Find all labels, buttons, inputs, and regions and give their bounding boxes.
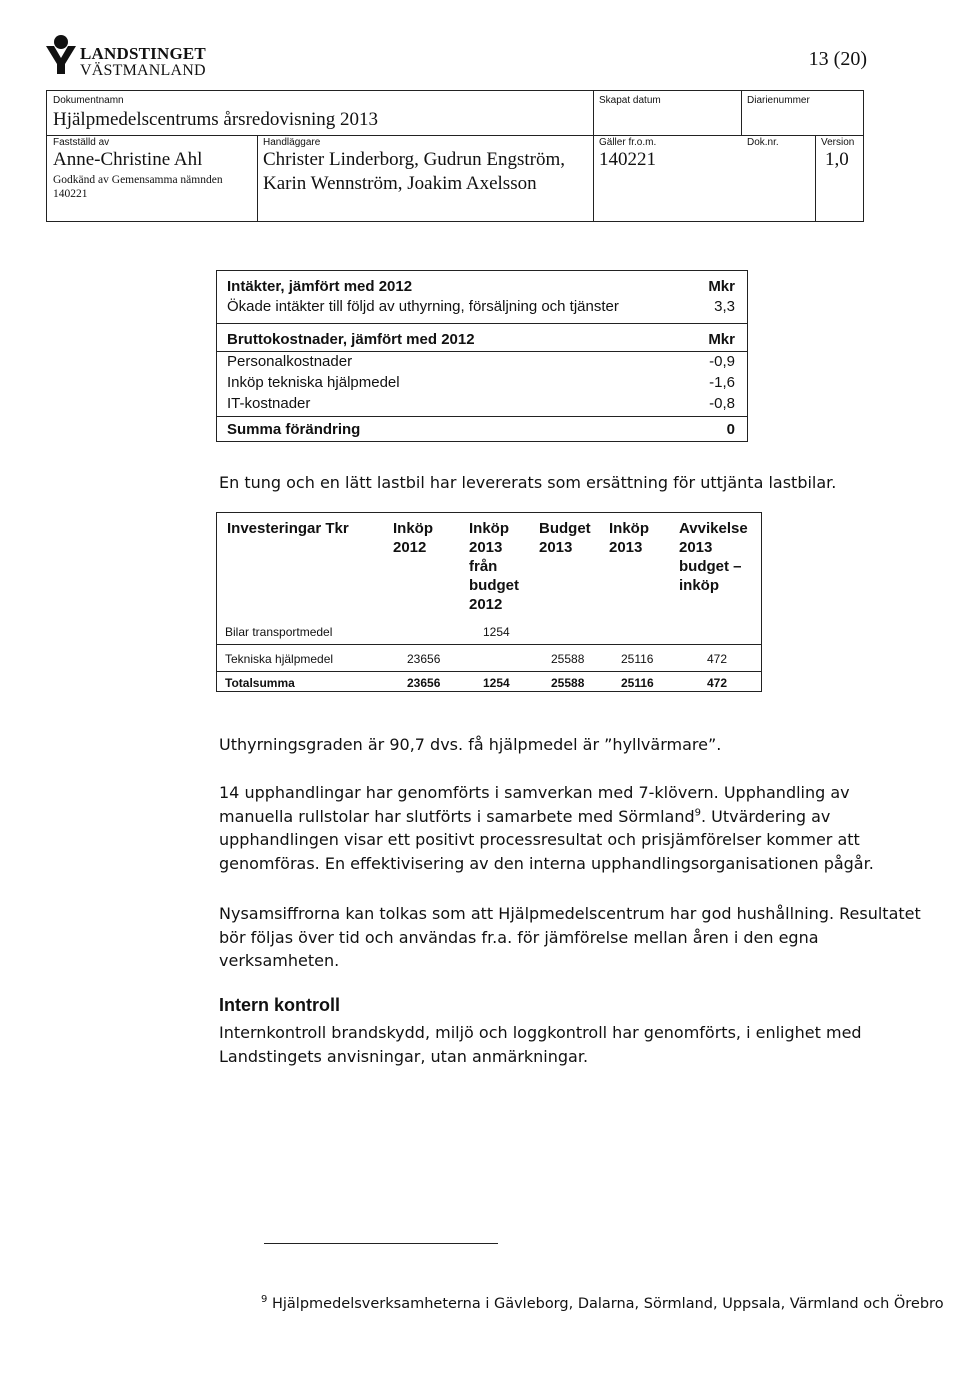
- cost-row: [227, 395, 735, 412]
- paragraph-rental: Uthyrningsgraden är 90,7 dvs. få hjälpmedel är ”hyllvärmare”.: [219, 735, 722, 754]
- doc-nr-label: Dok.nr.: [747, 137, 779, 148]
- cost-row-label: Inköp tekniska hjälpmedel: [227, 374, 400, 391]
- inv-total-label: Totalsumma: [225, 676, 295, 690]
- inv-cell-avvikelse: 472: [707, 652, 728, 666]
- cost-row: [227, 374, 735, 391]
- diarie-label: Diarienummer: [747, 95, 810, 106]
- created-label: Skapat datum: [599, 95, 661, 106]
- footnote-ref: 9: [694, 807, 701, 819]
- inv-row-label: Tekniska hjälpmedel: [225, 652, 334, 666]
- org-name-line1: LANDSTINGET: [80, 44, 206, 63]
- doc-name-label: Dokumentnamn: [53, 95, 124, 106]
- inv-header-budget2013: Budget 2013: [539, 520, 591, 556]
- inv-header-inkop2013: Inköp 2013: [609, 520, 649, 556]
- inv-total-inkop2013: 25116: [621, 676, 654, 690]
- income-heading: Intäkter, jämfört med 2012: [227, 278, 413, 295]
- cost-total-value: 0: [726, 421, 735, 438]
- inv-row-label: Bilar transportmedel: [225, 625, 333, 639]
- inv-header-title: Investeringar Tkr: [227, 520, 349, 537]
- valid-from-value: 140221: [599, 149, 656, 170]
- inv-total-budget2013: 25588: [551, 676, 585, 690]
- footnote-text: Hjälpmedelsverksamheterna i Gävleborg, Dalarna, Sörmland, Uppsala, Värmland och Örebro: [267, 1296, 944, 1312]
- cost-row: [227, 353, 735, 370]
- cost-row-label: Personalkostnader: [227, 353, 353, 370]
- paragraph-truck: En tung och en lätt lastbil har levererats som ersättning för uttjänta lastbilar.: [219, 473, 837, 492]
- internal-control-heading: Intern kontroll: [219, 995, 340, 1015]
- internal-control-text: Internkontroll brandskydd, miljö och loggkontroll har genomförts, i enlighet med Landstingets anvisningar, utan anmärkningar.: [219, 1023, 862, 1066]
- income-row: [227, 298, 735, 315]
- cost-row-label: IT-kostnader: [227, 395, 311, 412]
- inv-total-inkop2012: 23656: [407, 676, 441, 690]
- inv-cell-inkop2012: 23656: [407, 652, 441, 666]
- handler-value-line2: Karin Wennström, Joakim Axelsson: [263, 173, 537, 194]
- approved-date-value: 140221: [53, 188, 88, 200]
- version-label: Version: [821, 137, 855, 148]
- footnote-separator: [264, 1243, 498, 1244]
- cost-comparison-table: [216, 270, 748, 442]
- document-header-box: [46, 90, 864, 222]
- handler-value-line1: Christer Linderborg, Gudrun Engström,: [263, 149, 566, 170]
- handler-label: Handläggare: [263, 137, 321, 148]
- cost-row-value: -1,6: [709, 374, 735, 391]
- inv-total-fran-budget: 1254: [483, 676, 510, 690]
- cost-heading-row: [227, 331, 735, 348]
- cost-total-label: Summa förändring: [227, 421, 361, 438]
- inv-cell-fran-budget: 1254: [483, 625, 510, 639]
- version-value: 1,0: [825, 149, 849, 170]
- income-row-label: Ökade intäkter till följd av uthyrning, försäljning och tjänster: [227, 298, 619, 315]
- inv-header-fran-budget: Inköp 2013 från budget 2012: [469, 520, 519, 613]
- inv-cell-budget2013: 25588: [551, 652, 585, 666]
- paragraph-keyfigures: Nysamsiffrorna kan tolkas som att Hjälpmedelscentrum har god hushållning. Resultatet bör följas över tid och användas fr.a. för jämförelse mellan åren i den egna verksamheten.: [219, 904, 921, 970]
- approved-by-value: Godkänd av Gemensamma nämnden: [53, 174, 223, 186]
- cost-row-value: -0,8: [709, 395, 735, 412]
- established-by-value: Anne-Christine Ahl: [53, 149, 203, 170]
- income-unit: Mkr: [708, 278, 735, 295]
- cost-unit: Mkr: [708, 331, 735, 348]
- inv-total-avvikelse: 472: [707, 676, 728, 690]
- inv-header-inkop2012: Inköp 2012: [393, 520, 433, 556]
- inv-cell-inkop2013: 25116: [621, 652, 654, 666]
- inv-header-avvikelse: Avvikelse 2013 budget – inköp: [679, 520, 748, 594]
- cost-heading: Bruttokostnader, jämfört med 2012: [227, 331, 475, 348]
- footnote: [261, 1296, 944, 1312]
- doc-name-value: Hjälpmedelscentrums årsredovisning 2013: [53, 109, 379, 130]
- paragraph-procurement: 14 upphandlingar har genomförts i samverkan med 7-klövern. Upphandling av manuella rullstolar har slutförts i samarbete med Sörmland$^9$. Utvärdering av upphandlingen visar ett positivt processresultat och prisjämförelser kommer att genomföras. En effektivisering av den interna upphandlingsorganisationen pågår.: [219, 783, 874, 873]
- valid-from-label: Gäller fr.o.m.: [599, 137, 657, 148]
- footnote-number: 9: [261, 1294, 268, 1306]
- income-heading-row: [227, 278, 735, 295]
- established-by-label: Fastställd av: [53, 137, 110, 148]
- cost-row-value: -0,9: [709, 353, 735, 370]
- org-name-line2: VÄSTMANLAND: [80, 62, 206, 79]
- landstinget-logo-icon: [44, 34, 78, 76]
- page-number: 13 (20): [808, 48, 867, 70]
- cost-total-row: [227, 421, 735, 438]
- investment-table: [216, 512, 762, 692]
- income-row-value: 3,3: [714, 298, 735, 315]
